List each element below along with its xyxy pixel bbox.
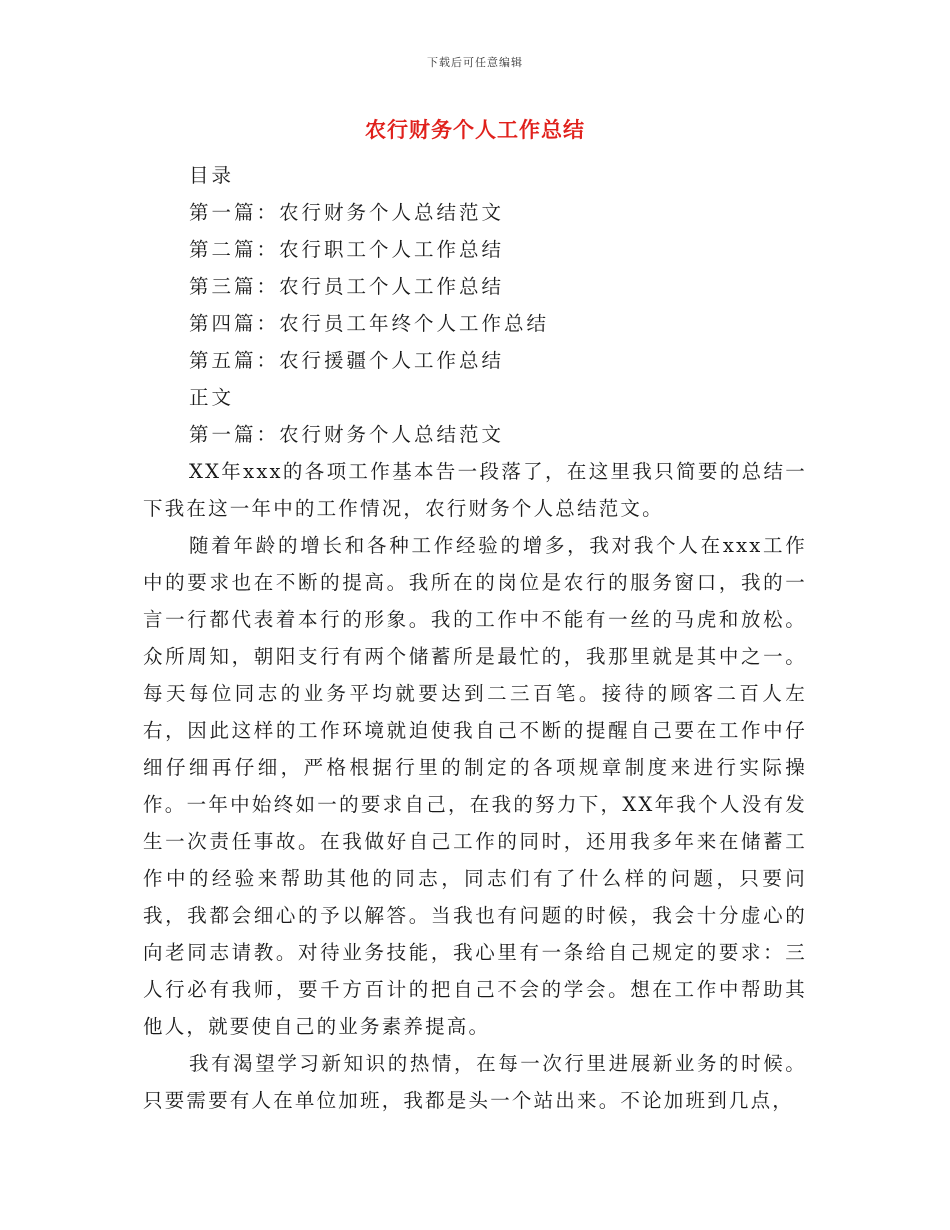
toc-item: 第四篇：农行员工年终个人工作总结 [189,312,550,335]
paragraph: 随着年龄的增长和各种工作经验的增多，我对我个人在xxx工作中的要求也在不断的提高。我所在的岗位是农行的服务窗口，我的一言一行都代表着本行的形象。我的工作中不能有一丝的马虎和放松。众所周知，朝阳支行有两个储蓄所是最忙的，我那里就是其中之一。每天每位同志的业务平均就要达到二三百笔。接待的顾客二百人左右，因此这样的工作环境就迫使我自己不断的提醒自己要在工作中仔细仔细再仔细，严格根据行里的制定的各项规章制度来进行实际操作。一年中始终如一的要求自己，在我的努力下，XX年我个人没有发生一次责任事故。在我做好自己工作的同时，还用我多年来在储蓄工作中的经验来帮助其他的同志，同志们有了什么样的问题，只要问我，我都会细心的予以解答。当我也有问题的时候，我会十分虚心的向老同志请教。对待业务技能，我心里有一条给自己规定的要求：三人行必有我师，要千方百计的把自己不会的学会。想在工作中帮助其他人，就要使自己的业务素养提高。 [143,534,807,1038]
paragraph: 我有渴望学习新知识的热情，在每一次行里进展新业务的时候。只要需要有人在单位加班，我都是头一个站出来。不论加班到几点， [143,1052,807,1112]
toc-heading: 目录 [189,164,235,187]
paragraph: XX年xxx的各项工作基本告一段落了，在这里我只简要的总结一下我在这一年中的工作情况，农行财务个人总结范文。 [143,460,807,520]
toc-item: 第一篇：农行财务个人总结范文 [189,201,505,224]
header-note: 下载后可任意编辑 [427,56,523,69]
section-heading: 第一篇：农行财务个人总结范文 [189,423,505,446]
toc-item: 第二篇：农行职工个人工作总结 [189,238,505,261]
toc-item: 第三篇：农行员工个人工作总结 [189,275,505,298]
toc-item: 第五篇：农行援疆个人工作总结 [189,349,505,372]
document-title: 农行财务个人工作总结 [365,118,585,142]
table-of-contents [189,157,829,453]
body-heading: 正文 [189,386,235,409]
body-text [143,453,807,1119]
